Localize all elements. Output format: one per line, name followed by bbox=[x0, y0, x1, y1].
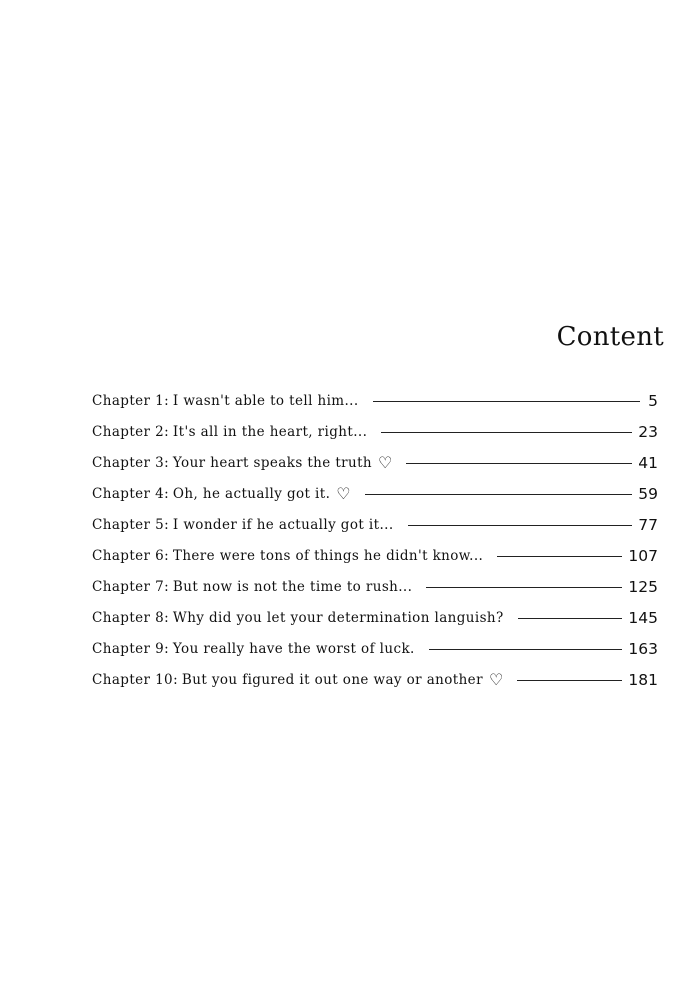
chapter-number: Chapter 5 bbox=[92, 516, 165, 533]
toc-entry-9 bbox=[92, 633, 658, 664]
leader-line bbox=[518, 618, 623, 619]
chapter-subtitle: Your heart speaks the truth bbox=[172, 454, 373, 471]
chapter-separator: : bbox=[164, 485, 169, 502]
page-number: 125 bbox=[628, 577, 658, 596]
chapter-number: Chapter 9 bbox=[92, 640, 165, 657]
chapter-subtitle: But you figured it out one way or another bbox=[181, 671, 483, 688]
leader-line bbox=[429, 649, 623, 650]
chapter-separator: : bbox=[164, 423, 169, 440]
leader-line bbox=[517, 680, 622, 681]
leader-line bbox=[373, 401, 640, 402]
toc-entry-3 bbox=[92, 447, 658, 478]
toc-entry-7 bbox=[92, 571, 658, 602]
page-number: 59 bbox=[638, 484, 658, 503]
page-number: 41 bbox=[638, 453, 658, 472]
leader-line bbox=[406, 463, 632, 464]
chapter-number: Chapter 2 bbox=[92, 423, 165, 440]
table-of-contents bbox=[92, 385, 658, 695]
toc-entry-6 bbox=[92, 540, 658, 571]
leader-line bbox=[408, 525, 633, 526]
chapter-subtitle: Why did you let your determination languish? bbox=[172, 609, 504, 626]
chapter-subtitle: It's all in the heart, right... bbox=[172, 423, 368, 440]
leader-line bbox=[426, 587, 622, 588]
chapter-separator: : bbox=[173, 671, 178, 688]
toc-entry-10 bbox=[92, 664, 658, 695]
chapter-subtitle: I wasn't able to tell him... bbox=[172, 392, 359, 409]
page-number: 23 bbox=[638, 422, 658, 441]
chapter-separator: : bbox=[164, 392, 169, 409]
page-number: 145 bbox=[628, 608, 658, 627]
chapter-separator: : bbox=[164, 454, 169, 471]
chapter-separator: : bbox=[164, 547, 169, 564]
leader-line bbox=[381, 432, 632, 433]
chapter-separator: : bbox=[164, 578, 169, 595]
chapter-number: Chapter 10 bbox=[92, 671, 174, 688]
chapter-subtitle: But now is not the time to rush... bbox=[172, 578, 413, 595]
chapter-subtitle: I wonder if he actually got it... bbox=[172, 516, 394, 533]
toc-entry-5 bbox=[92, 509, 658, 540]
chapter-subtitle: You really have the worst of luck. bbox=[172, 640, 415, 657]
chapter-separator: : bbox=[164, 609, 169, 626]
page-number: 77 bbox=[638, 515, 658, 534]
heart-outline-icon: ♡ bbox=[488, 669, 504, 689]
heart-outline-icon: ♡ bbox=[378, 452, 393, 472]
page-number: 181 bbox=[628, 670, 658, 689]
chapter-number: Chapter 6 bbox=[92, 547, 165, 564]
chapter-separator: : bbox=[164, 516, 169, 533]
chapter-number: Chapter 7 bbox=[92, 578, 165, 595]
leader-line bbox=[497, 556, 622, 557]
toc-entry-1 bbox=[92, 385, 658, 416]
chapter-separator: : bbox=[164, 640, 169, 657]
toc-entry-4 bbox=[92, 478, 658, 509]
chapter-number: Chapter 3 bbox=[92, 454, 165, 471]
toc-entry-2 bbox=[92, 416, 658, 447]
chapter-number: Chapter 1 bbox=[92, 392, 165, 409]
chapter-number: Chapter 8 bbox=[92, 609, 165, 626]
toc-entry-8 bbox=[92, 602, 658, 633]
page-title: Content bbox=[556, 322, 664, 352]
chapter-subtitle: There were tons of things he didn't know... bbox=[172, 547, 484, 564]
page-number: 5 bbox=[648, 391, 658, 410]
heart-outline-icon: ♡ bbox=[336, 483, 351, 503]
page-number: 163 bbox=[628, 639, 658, 658]
chapter-subtitle: Oh, he actually got it. bbox=[172, 485, 331, 502]
chapter-number: Chapter 4 bbox=[92, 485, 165, 502]
page-number: 107 bbox=[628, 546, 658, 565]
leader-line bbox=[365, 494, 633, 495]
